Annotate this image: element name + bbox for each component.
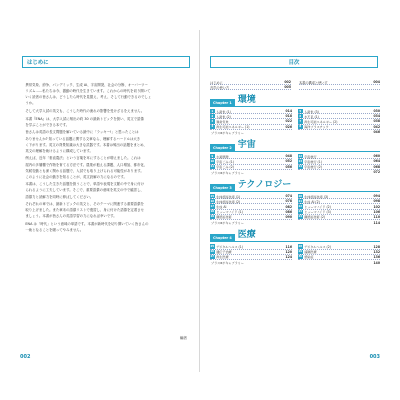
- toc-item-page: 034: [373, 114, 380, 119]
- chapter-title: 宇宙: [237, 140, 256, 151]
- toc-chapter: [210, 229, 380, 265]
- chapter-column-right: [298, 154, 380, 170]
- topic-number-badge: 6: [299, 114, 302, 118]
- preface-line: 英文の理解を助けるように構成しています。: [25, 148, 93, 153]
- topic-number-badge: 14: [298, 165, 303, 169]
- toc-item-page: 005: [284, 85, 291, 89]
- chapter-column-left: [210, 109, 292, 130]
- chapter-items: [210, 192, 380, 220]
- topic-number-badge: 9: [211, 154, 214, 158]
- toc-item-page: 094: [373, 194, 380, 199]
- toc-item-title: 水不足 (1): [304, 114, 319, 119]
- toc-item-title: デジタルヘルス (1): [216, 245, 243, 250]
- chapter-column-left: [210, 154, 292, 170]
- topic-number-badge: 4: [211, 125, 214, 129]
- chapter-vocabulary-item[interactable]: [210, 220, 380, 225]
- topic-number-badge: 24: [298, 215, 303, 219]
- topic-number-badge: 1: [211, 109, 214, 113]
- toc-item-page: 132: [373, 249, 380, 254]
- page-number-left: 002: [20, 354, 31, 360]
- topic-number-badge: 13: [298, 159, 303, 163]
- topic-number-badge: 29: [298, 250, 303, 254]
- topic-number-badge: 3: [211, 119, 214, 123]
- topic-number-badge: 10: [210, 159, 215, 163]
- chapter-column-right: [298, 109, 380, 130]
- preface-line: それぞれの章では、最新トピックの英文と、そのテーマに関連する重要語彙を: [25, 202, 144, 207]
- preface-line: 取り上げました。また章末の語彙リストで復習し、身に付けた語彙を定着させ: [25, 208, 144, 213]
- preface-line: 例えば、近年「垂直農法」という言葉を耳にすることが増えました。これは: [25, 156, 141, 161]
- preface-paragraph: [22, 201, 190, 219]
- topic-number-badge: 7: [299, 119, 302, 123]
- toc-item-page: 124: [285, 254, 292, 259]
- toc-item-title: 宇宙旅行 (2): [304, 165, 322, 170]
- toc-item-title: 宇宙旅行 (1): [304, 159, 322, 164]
- toc-item-page: 038: [373, 119, 380, 124]
- preface-paragraph: [22, 108, 190, 114]
- chapter-vocabulary-item[interactable]: [210, 260, 380, 265]
- preface-line: うか。: [25, 101, 36, 106]
- toc-front-matter: [210, 80, 380, 90]
- toc-item-title: 宇宙ごみ (2): [216, 165, 234, 170]
- toc-item-page: 014: [285, 109, 292, 114]
- toc-item-page: 120: [285, 249, 292, 254]
- chapter-vocabulary-item[interactable]: [210, 170, 380, 175]
- toc-item-title: 再生可能エネルギー (1): [216, 125, 250, 130]
- topic-number-badge: 15: [210, 194, 215, 198]
- preface-line: 異常気象、紛争、パンデミック、生成 AI、宇宙開発、社会の分断、オーバーツー: [25, 83, 148, 87]
- chapter-title: 医療: [237, 230, 256, 241]
- toc-item-page: 018: [285, 114, 292, 119]
- preface-line: そして大学入試の英文も、こうした時代の流れの影響を受けざるをえません。: [25, 108, 145, 113]
- preface-page: [8, 30, 200, 372]
- chapter-items: [210, 152, 380, 170]
- preface-line: このように社会の動きを知ることが、英文読解の力になるのです。: [25, 174, 127, 179]
- chapter-column-left: [210, 194, 292, 220]
- preface-heading-box: [22, 56, 190, 68]
- toc-front-right: [299, 80, 380, 90]
- preface-paragraph: [22, 82, 190, 106]
- chapter-tag: Chapter 3: [210, 184, 235, 191]
- vocabulary-title: プラスαボキャブラリー: [211, 130, 244, 135]
- chapter-header: [210, 179, 380, 192]
- chapter-column-right: [298, 194, 380, 220]
- toc-item-title: 本書の構成と使い方: [299, 80, 328, 85]
- toc-item-title: 感染症: [304, 255, 314, 260]
- preface-line: 一助となることを願ってやみません。: [25, 228, 84, 233]
- toc-item-title: 生成 AI (2): [304, 199, 320, 204]
- toc-item-page: 102: [373, 204, 380, 209]
- toc-item-page: 026: [285, 124, 292, 129]
- page-number-right: 003: [369, 354, 380, 360]
- chapter-header: [210, 139, 380, 152]
- chapter-title: テクノロジー: [237, 180, 292, 191]
- toc-item-page: 116: [285, 244, 292, 249]
- toc-item-title: 異常気象: [216, 119, 229, 124]
- preface-line: く下がります。英文の背景知識は大きな武器です。本書は頻出の話題をまとめ、: [25, 142, 147, 147]
- toc-item-title: ヒューマノイド (3): [304, 210, 331, 215]
- toc-item-title: 再生医療: [216, 255, 229, 260]
- toc-item-page: 128: [373, 244, 380, 249]
- toc-item-page: 002: [284, 80, 291, 84]
- preface-line: 語彙力と読解力を同時に伸ばしてください。: [25, 194, 94, 199]
- toc-item-page: 060: [373, 154, 380, 159]
- toc-item-page: 030: [373, 109, 380, 114]
- toc-item-title: はじめに: [210, 80, 223, 85]
- toc-chapter: [210, 179, 380, 225]
- vocabulary-title: プラスαボキャブラリー: [211, 261, 244, 266]
- toc-item-page: 022: [285, 119, 292, 124]
- topic-number-badge: 20: [298, 194, 303, 198]
- chapter-items: [210, 107, 380, 130]
- toc-item-title: 人新世 (2): [216, 114, 231, 119]
- toc-item-page: 078: [285, 199, 292, 204]
- topic-number-badge: 11: [210, 165, 215, 169]
- toc-item-title: 音声の使い方: [210, 85, 230, 90]
- toc-item-page: 110: [373, 214, 380, 219]
- table-of-contents: [210, 80, 380, 265]
- preface-line: を学ぶことができる本です。: [25, 122, 70, 127]
- toc-item-title: 生体認証技術 (2): [216, 199, 241, 204]
- toc-heading-box: [210, 56, 378, 68]
- preface-paragraph: [22, 181, 190, 199]
- toc-item-page: 052: [285, 159, 292, 164]
- topic-number-badge: 23: [298, 210, 303, 214]
- chapter-column-left: [210, 244, 292, 260]
- toc-item-page: 064: [373, 159, 380, 164]
- toc-chapters: [210, 94, 380, 265]
- vocabulary-page: 046: [373, 130, 380, 135]
- topic-number-badge: 19: [210, 215, 215, 219]
- topic-number-badge: 25: [210, 245, 215, 249]
- topic-number-badge: 26: [210, 250, 215, 254]
- preface-line: ありませんか? 知っている話題に関する文章なら、理解するハードルは大き: [25, 136, 141, 141]
- toc-item-page: 082: [285, 204, 292, 209]
- chapter-header: [210, 229, 380, 242]
- preface-line: 屋内の多層棚で作物を育てる方法です。農業が抱える課題、人口増加、都市化、: [25, 162, 148, 167]
- toc-item-title: 宇宙ごみ (1): [216, 159, 234, 164]
- toc-item-title: 生成 AI: [216, 205, 227, 210]
- toc-item-title: ヒューマノイド (1): [216, 210, 243, 215]
- topic-number-badge: 17: [210, 205, 215, 209]
- vocabulary-title: プラスαボキャブラリー: [211, 221, 244, 226]
- preface-line: 本書は、こうした生きた話題を扱うことで、単語や表現を文脈の中で身に付け: [25, 182, 144, 187]
- preface-paragraph: [22, 129, 190, 153]
- preface-line: 皆さんは英語の長文問題を解いている最中に「ラッキー!」と思ったことは: [25, 130, 139, 135]
- preface-paragraph: [22, 116, 190, 128]
- toc-item-title: 顔認証技術 (2): [304, 215, 326, 220]
- toc-item-page: 004: [373, 80, 380, 84]
- toc-item-page: 090: [285, 214, 292, 219]
- vocabulary-page: 140: [373, 260, 380, 265]
- vocabulary-page: 114: [373, 220, 380, 225]
- toc-heading: 目次: [288, 60, 300, 66]
- chapter-items: [210, 242, 380, 260]
- toc-item-page: 098: [373, 199, 380, 204]
- preface-line: リズム……私たちは今、激動の時代を生きています。これからの時代を切り開いて: [25, 89, 151, 94]
- vocabulary-page: 072: [373, 170, 380, 175]
- preface-body: [22, 82, 190, 235]
- topic-number-badge: 18: [210, 210, 215, 214]
- topic-number-badge: 2: [211, 114, 214, 118]
- toc-item-page: 074: [285, 194, 292, 199]
- chapter-tag: Chapter 2: [210, 144, 235, 151]
- toc-chapter: [210, 94, 380, 135]
- toc-item-title: 宇宙旅行: [304, 154, 317, 159]
- toc-item-title: 人新世 (1): [216, 109, 231, 114]
- toc-front-item[interactable]: [299, 85, 380, 90]
- toc-page: [200, 30, 392, 372]
- preface-line: られるように工夫しています。そこで、重要語彙の意味を英文の中で確認し、: [25, 188, 144, 193]
- toc-item-title: デジタルヘルス (2): [304, 245, 331, 250]
- chapter-header: [210, 94, 380, 107]
- topic-number-badge: 8: [299, 125, 302, 129]
- toc-item-title: 顔認証技術: [216, 215, 232, 220]
- toc-item-page: 042: [373, 124, 380, 129]
- preface-paragraph: [22, 155, 190, 179]
- toc-item-page: 048: [285, 154, 292, 159]
- topic-number-badge: 30: [298, 255, 303, 259]
- topic-number-badge: 21: [298, 199, 303, 203]
- chapter-vocabulary-item[interactable]: [210, 130, 380, 135]
- chapter-column-right: [298, 244, 380, 260]
- toc-item-title: ヒューマノイド (2): [304, 205, 331, 210]
- toc-item-page: 106: [373, 209, 380, 214]
- vocabulary-title: プラスαボキャブラリー: [211, 170, 244, 175]
- toc-item-title: 遺伝子治療: [216, 250, 232, 255]
- toc-item-title: 再生可能エネルギー (2): [304, 119, 338, 124]
- toc-item-page: 136: [373, 254, 380, 259]
- toc-item-title: 遠隔医療: [304, 250, 317, 255]
- toc-front-item[interactable]: [210, 85, 291, 90]
- topic-number-badge: 5: [299, 109, 302, 113]
- chapter-tag: Chapter 1: [210, 99, 235, 106]
- toc-item-title: 人新世 (3): [304, 109, 319, 114]
- preface-line: 本書『ENA』は、大学入試に頻出の約 30 の最新トピックを扱い、英文で語彙: [25, 116, 144, 121]
- topic-number-badge: 27: [210, 255, 215, 259]
- chapter-tag: Chapter 4: [210, 234, 235, 241]
- toc-item-page: 086: [285, 209, 292, 214]
- preface-paragraph: [22, 221, 190, 233]
- preface-line: いく読者の皆さんは、どうしたら時代を見据え、考え、そして行動できるのでしょ: [25, 95, 152, 100]
- toc-chapter: [210, 139, 380, 175]
- preface-line: ましょう。本書が皆さんの英語学習の力になれば幸いです。: [25, 214, 117, 219]
- toc-item-title: 火星開発: [216, 154, 229, 159]
- toc-item-title: 生体認証技術 (1): [216, 194, 241, 199]
- toc-item-page: 068: [373, 164, 380, 169]
- toc-item-title: 生体認証技術 (3): [304, 194, 329, 199]
- preface-signature: 編者: [179, 336, 187, 340]
- book-spread: [8, 30, 392, 372]
- toc-item-title: 海洋プラスチック: [304, 125, 329, 130]
- chapter-title: 環境: [237, 95, 256, 105]
- topic-number-badge: 16: [210, 199, 215, 203]
- toc-front-item[interactable]: [299, 80, 380, 85]
- preface-line: ENA は「時代」という意味の単語です。本書が新時代を切り開いていく皆さんの: [25, 222, 149, 227]
- topic-number-badge: 12: [298, 154, 303, 158]
- preface-line: 気候変動とも深く関わる話題で、入試でも取り上げられる可能性があります。: [25, 168, 144, 173]
- topic-number-badge: 22: [298, 205, 303, 209]
- toc-item-page: 056: [285, 164, 292, 169]
- toc-front-left: [210, 80, 291, 90]
- preface-heading: はじめに: [27, 60, 49, 66]
- topic-number-badge: 28: [298, 245, 303, 249]
